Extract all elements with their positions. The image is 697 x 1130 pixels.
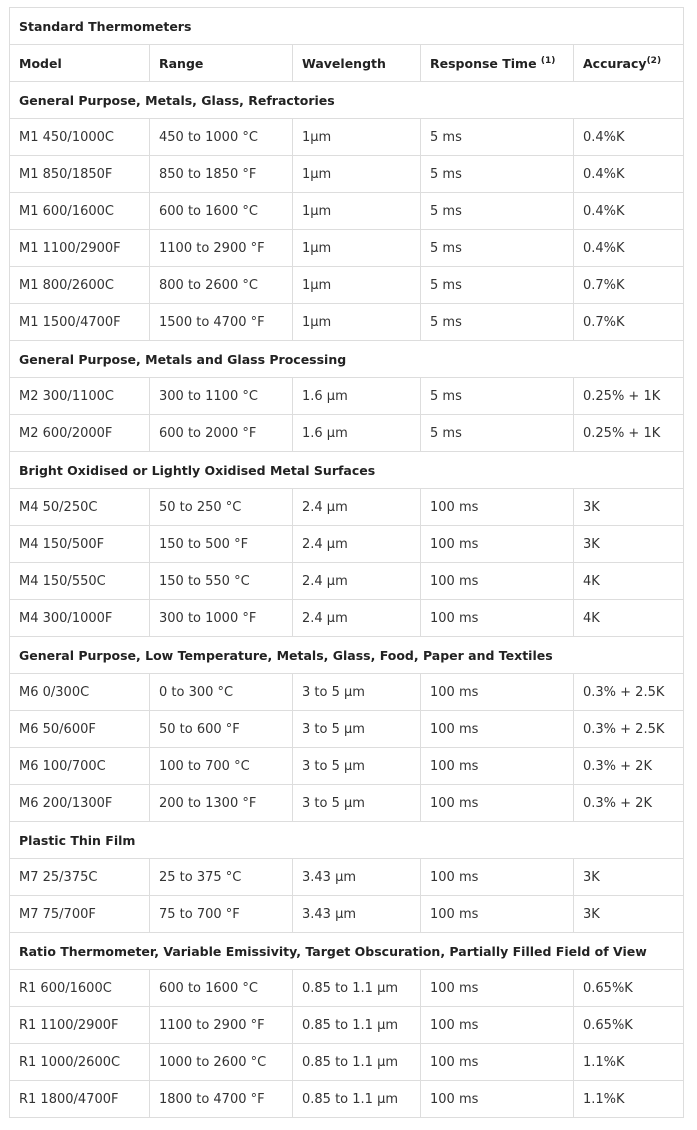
cell-wavelength: 3 to 5 µm: [293, 748, 421, 785]
cell-accuracy: 3K: [574, 489, 684, 526]
cell-model: M6 50/600F: [10, 711, 150, 748]
column-header-response-time: [421, 45, 574, 82]
table-row: [10, 1044, 684, 1081]
group-title: Bright Oxidised or Lightly Oxidised Metal Surfaces: [10, 452, 684, 489]
cell-response-time: 100 ms: [421, 526, 574, 563]
cell-range: 850 to 1850 °F: [150, 156, 293, 193]
table-row: [10, 785, 684, 822]
cell-model: M1 450/1000C: [10, 119, 150, 156]
cell-wavelength: 2.4 µm: [293, 489, 421, 526]
cell-model: R1 600/1600C: [10, 970, 150, 1007]
cell-wavelength: 1µm: [293, 267, 421, 304]
table-row: [10, 1007, 684, 1044]
cell-wavelength: 1µm: [293, 193, 421, 230]
cell-accuracy: 0.25% + 1K: [574, 415, 684, 452]
table-row: [10, 119, 684, 156]
cell-accuracy: 1.1%K: [574, 1044, 684, 1081]
cell-response-time: 5 ms: [421, 378, 574, 415]
cell-range: 100 to 700 °C: [150, 748, 293, 785]
cell-accuracy: 0.4%K: [574, 193, 684, 230]
table-row: [10, 896, 684, 933]
cell-model: R1 1100/2900F: [10, 1007, 150, 1044]
cell-wavelength: 1.6 µm: [293, 378, 421, 415]
cell-range: 0 to 300 °C: [150, 674, 293, 711]
group-header-row: [10, 341, 684, 378]
group-header-row: [10, 822, 684, 859]
cell-response-time: 100 ms: [421, 859, 574, 896]
group-title: Plastic Thin Film: [10, 822, 684, 859]
cell-wavelength: 3 to 5 µm: [293, 711, 421, 748]
cell-response-time: 100 ms: [421, 1007, 574, 1044]
cell-response-time: 5 ms: [421, 193, 574, 230]
cell-range: 50 to 250 °C: [150, 489, 293, 526]
cell-accuracy: 0.3% + 2.5K: [574, 711, 684, 748]
cell-accuracy: 0.3% + 2.5K: [574, 674, 684, 711]
cell-response-time: 100 ms: [421, 896, 574, 933]
cell-wavelength: 3.43 µm: [293, 859, 421, 896]
cell-response-time: 5 ms: [421, 267, 574, 304]
group-title: General Purpose, Low Temperature, Metals, Glass, Food, Paper and Textiles: [10, 637, 684, 674]
table-body: [10, 82, 684, 1118]
table-row: [10, 600, 684, 637]
group-header-row: [10, 933, 684, 970]
cell-model: M6 0/300C: [10, 674, 150, 711]
cell-range: 600 to 2000 °F: [150, 415, 293, 452]
cell-model: M4 150/500F: [10, 526, 150, 563]
cell-response-time: 5 ms: [421, 230, 574, 267]
cell-range: 1100 to 2900 °F: [150, 1007, 293, 1044]
group-header-row: [10, 637, 684, 674]
cell-accuracy: 0.4%K: [574, 119, 684, 156]
cell-range: 25 to 375 °C: [150, 859, 293, 896]
table-row: [10, 193, 684, 230]
cell-accuracy: 0.3% + 2K: [574, 748, 684, 785]
cell-response-time: 100 ms: [421, 711, 574, 748]
cell-wavelength: 1µm: [293, 230, 421, 267]
column-header-accuracy: [574, 45, 684, 82]
cell-wavelength: 0.85 to 1.1 µm: [293, 970, 421, 1007]
table-row: [10, 748, 684, 785]
cell-accuracy: 4K: [574, 563, 684, 600]
column-header-row: [10, 45, 684, 82]
cell-response-time: 5 ms: [421, 304, 574, 341]
cell-accuracy: 0.65%K: [574, 1007, 684, 1044]
cell-model: M2 300/1100C: [10, 378, 150, 415]
cell-accuracy: 0.4%K: [574, 230, 684, 267]
cell-range: 50 to 600 °F: [150, 711, 293, 748]
cell-wavelength: 0.85 to 1.1 µm: [293, 1081, 421, 1118]
cell-range: 300 to 1100 °C: [150, 378, 293, 415]
response-time-footnote: (1): [540, 55, 556, 66]
table-row: [10, 711, 684, 748]
cell-model: M1 600/1600C: [10, 193, 150, 230]
group-header-row: [10, 82, 684, 119]
cell-response-time: 100 ms: [421, 489, 574, 526]
table-row: [10, 563, 684, 600]
cell-accuracy: 0.4%K: [574, 156, 684, 193]
table-row: [10, 859, 684, 896]
cell-model: M4 50/250C: [10, 489, 150, 526]
cell-response-time: 100 ms: [421, 1081, 574, 1118]
table-row: [10, 489, 684, 526]
cell-range: 150 to 550 °C: [150, 563, 293, 600]
table-row: [10, 415, 684, 452]
table-row: [10, 674, 684, 711]
cell-model: M1 800/2600C: [10, 267, 150, 304]
thermometer-spec-table-container: [9, 7, 683, 1118]
cell-range: 450 to 1000 °C: [150, 119, 293, 156]
table-row: [10, 267, 684, 304]
cell-wavelength: 1.6 µm: [293, 415, 421, 452]
cell-model: M4 150/550C: [10, 563, 150, 600]
cell-model: M7 25/375C: [10, 859, 150, 896]
cell-range: 1800 to 4700 °F: [150, 1081, 293, 1118]
column-header-range: Range: [150, 45, 293, 82]
cell-response-time: 100 ms: [421, 600, 574, 637]
cell-wavelength: 2.4 µm: [293, 563, 421, 600]
cell-response-time: 100 ms: [421, 674, 574, 711]
cell-response-time: 5 ms: [421, 156, 574, 193]
cell-wavelength: 2.4 µm: [293, 600, 421, 637]
cell-model: M4 300/1000F: [10, 600, 150, 637]
cell-range: 1100 to 2900 °F: [150, 230, 293, 267]
cell-model: M6 100/700C: [10, 748, 150, 785]
cell-response-time: 100 ms: [421, 970, 574, 1007]
cell-range: 1500 to 4700 °F: [150, 304, 293, 341]
table-title-row: [10, 8, 684, 45]
cell-range: 150 to 500 °F: [150, 526, 293, 563]
group-title: General Purpose, Metals and Glass Processing: [10, 341, 684, 378]
cell-accuracy: 3K: [574, 526, 684, 563]
cell-range: 75 to 700 °F: [150, 896, 293, 933]
cell-model: M6 200/1300F: [10, 785, 150, 822]
cell-wavelength: 0.85 to 1.1 µm: [293, 1044, 421, 1081]
cell-model: R1 1000/2600C: [10, 1044, 150, 1081]
column-header-model: Model: [10, 45, 150, 82]
cell-response-time: 100 ms: [421, 785, 574, 822]
table-row: [10, 378, 684, 415]
table-row: [10, 1081, 684, 1118]
group-title: Ratio Thermometer, Variable Emissivity, Target Obscuration, Partially Filled Field of View: [10, 933, 684, 970]
cell-wavelength: 1µm: [293, 156, 421, 193]
group-title: General Purpose, Metals, Glass, Refractories: [10, 82, 684, 119]
cell-accuracy: 0.65%K: [574, 970, 684, 1007]
response-time-label: Response Time: [430, 55, 537, 71]
table-row: [10, 304, 684, 341]
cell-range: 800 to 2600 °C: [150, 267, 293, 304]
cell-range: 1000 to 2600 °C: [150, 1044, 293, 1081]
cell-accuracy: 3K: [574, 859, 684, 896]
column-header-wavelength: Wavelength: [293, 45, 421, 82]
cell-accuracy: 4K: [574, 600, 684, 637]
cell-wavelength: 0.85 to 1.1 µm: [293, 1007, 421, 1044]
cell-wavelength: 1µm: [293, 304, 421, 341]
cell-response-time: 100 ms: [421, 1044, 574, 1081]
cell-accuracy: 0.7%K: [574, 304, 684, 341]
cell-model: M2 600/2000F: [10, 415, 150, 452]
cell-response-time: 5 ms: [421, 119, 574, 156]
table-title: Standard Thermometers: [10, 8, 684, 45]
cell-range: 600 to 1600 °C: [150, 970, 293, 1007]
cell-model: M1 1500/4700F: [10, 304, 150, 341]
cell-model: M1 850/1850F: [10, 156, 150, 193]
accuracy-label: Accuracy: [583, 55, 647, 71]
cell-accuracy: 0.7%K: [574, 267, 684, 304]
cell-model: M7 75/700F: [10, 896, 150, 933]
table-row: [10, 970, 684, 1007]
table-row: [10, 526, 684, 563]
cell-accuracy: 0.25% + 1K: [574, 378, 684, 415]
cell-range: 200 to 1300 °F: [150, 785, 293, 822]
cell-wavelength: 3 to 5 µm: [293, 785, 421, 822]
group-header-row: [10, 452, 684, 489]
cell-model: M1 1100/2900F: [10, 230, 150, 267]
cell-wavelength: 3.43 µm: [293, 896, 421, 933]
cell-model: R1 1800/4700F: [10, 1081, 150, 1118]
cell-response-time: 5 ms: [421, 415, 574, 452]
table-row: [10, 230, 684, 267]
cell-accuracy: 3K: [574, 896, 684, 933]
accuracy-footnote: (2): [646, 55, 662, 66]
cell-response-time: 100 ms: [421, 563, 574, 600]
cell-range: 300 to 1000 °F: [150, 600, 293, 637]
table-row: [10, 156, 684, 193]
cell-wavelength: 3 to 5 µm: [293, 674, 421, 711]
cell-response-time: 100 ms: [421, 748, 574, 785]
cell-accuracy: 0.3% + 2K: [574, 785, 684, 822]
cell-wavelength: 2.4 µm: [293, 526, 421, 563]
cell-range: 600 to 1600 °C: [150, 193, 293, 230]
thermometer-spec-table: [9, 7, 684, 1118]
cell-wavelength: 1µm: [293, 119, 421, 156]
cell-accuracy: 1.1%K: [574, 1081, 684, 1118]
